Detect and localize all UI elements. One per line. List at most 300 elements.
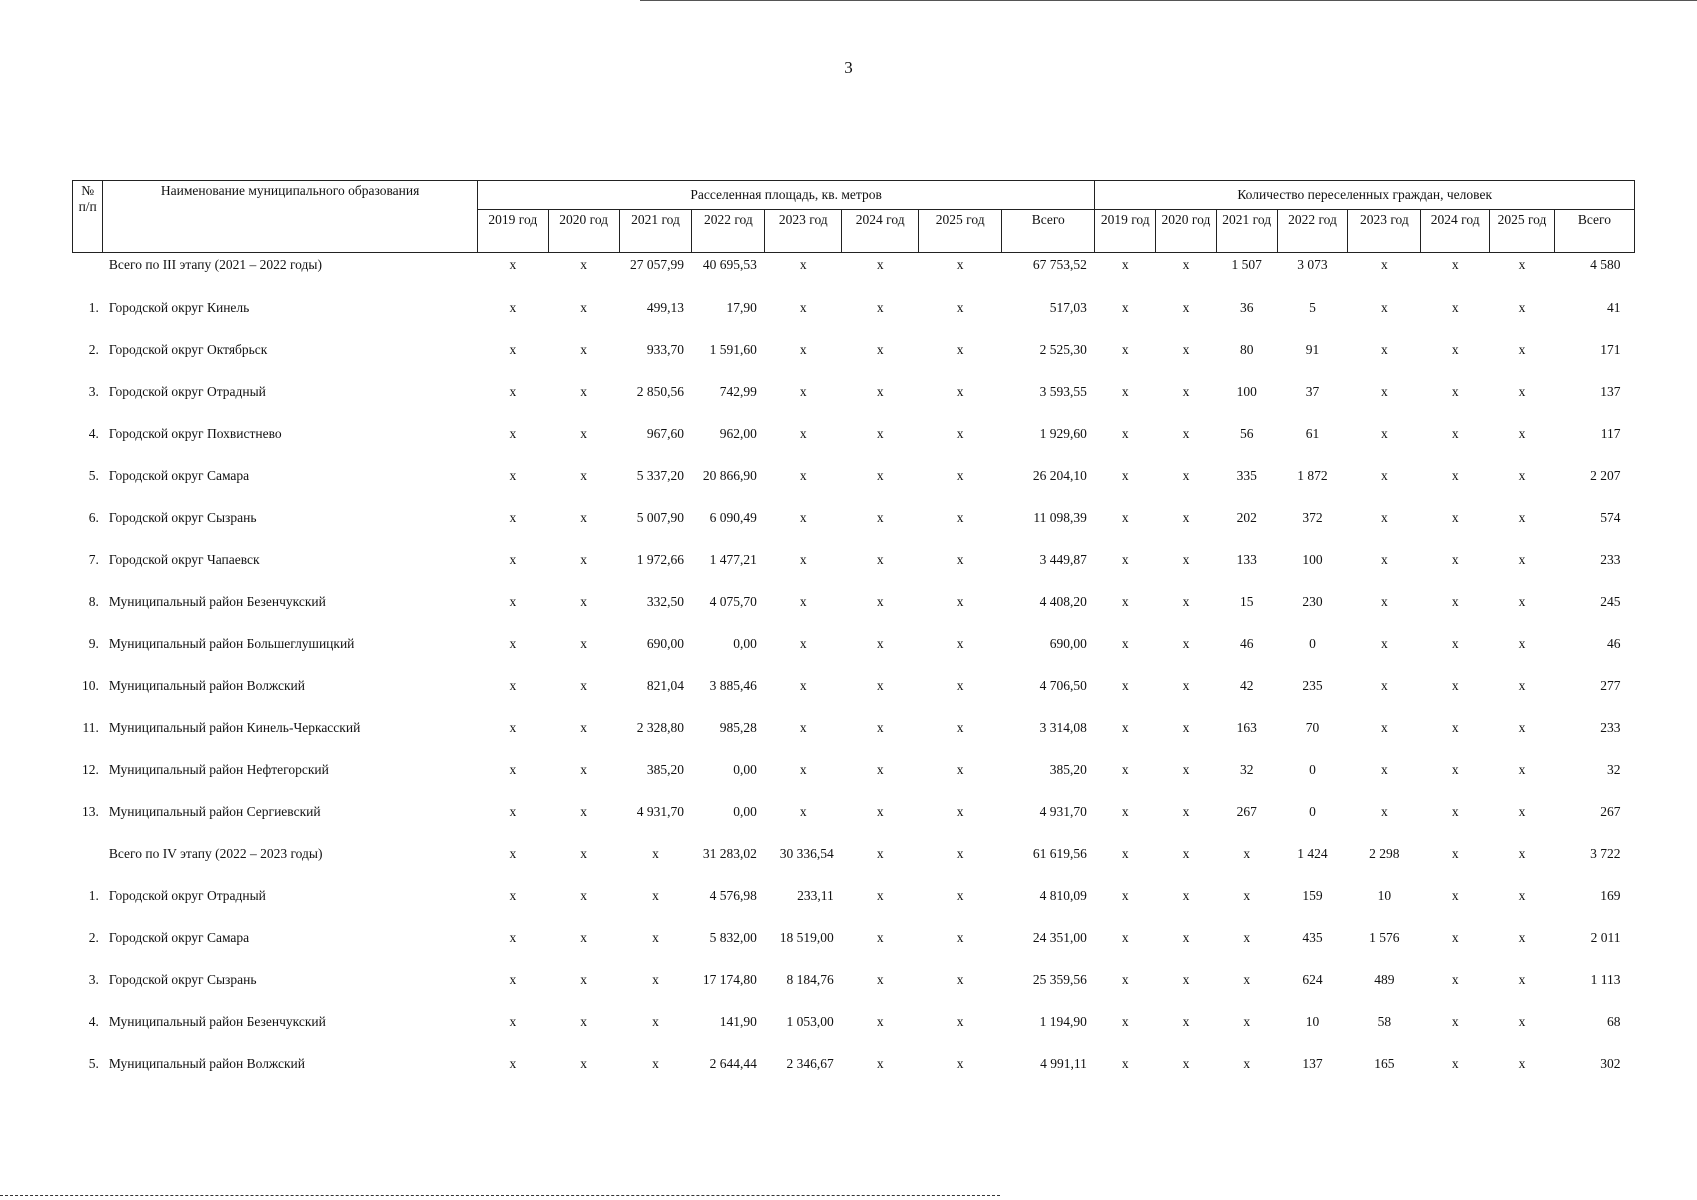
area-cell: x	[652, 846, 659, 861]
header-area-year-2: 2021 год	[619, 210, 692, 253]
municipality-name: Городской округ Октябрьск	[108, 342, 268, 357]
people-cell: 61	[1305, 426, 1320, 441]
people-cell: x	[1451, 300, 1459, 315]
area-cell: x	[876, 468, 884, 483]
header-people-year-4: 2023 год	[1348, 210, 1421, 253]
area-cell: x	[509, 846, 517, 861]
header-people-year-2: 2021 год	[1216, 210, 1277, 253]
header-area-year-5: 2024 год	[842, 210, 919, 253]
row-number: 8.	[88, 594, 99, 609]
area-cell: 690,00	[646, 636, 684, 651]
area-cell: 8 184,76	[786, 972, 834, 987]
people-total-cell: 169	[1600, 888, 1621, 903]
row-number: 9.	[88, 636, 99, 651]
people-total-cell: 46	[1607, 636, 1621, 651]
area-cell: x	[509, 552, 517, 567]
area-cell: 6 090,49	[709, 510, 757, 525]
people-cell: x	[1518, 1014, 1526, 1029]
area-total-cell: 4 931,70	[1039, 804, 1087, 819]
people-total-cell: 4 580	[1590, 257, 1621, 272]
area-cell: x	[956, 972, 964, 987]
area-cell: x	[956, 342, 964, 357]
people-cell: x	[1380, 426, 1388, 441]
municipality-name: Городской округ Кинель	[108, 300, 250, 315]
area-cell: x	[956, 468, 964, 483]
area-cell: x	[876, 426, 884, 441]
people-cell: x	[1518, 384, 1526, 399]
people-cell: 42	[1239, 678, 1254, 693]
people-cell: 32	[1239, 762, 1254, 777]
area-cell: x	[956, 510, 964, 525]
area-cell: 499,13	[646, 300, 684, 315]
people-cell: x	[1518, 257, 1526, 272]
area-cell: 233,11	[797, 888, 834, 903]
area-cell: x	[580, 1014, 588, 1029]
row-number	[73, 833, 103, 875]
header-group-area: Расселенная площадь, кв. метров	[477, 181, 1094, 210]
people-cell: x	[1121, 636, 1129, 651]
area-cell: x	[509, 762, 517, 777]
people-cell: 1 872	[1297, 468, 1328, 483]
area-cell: x	[509, 594, 517, 609]
area-cell: x	[580, 300, 588, 315]
header-group-people: Количество переселенных граждан, человек	[1095, 181, 1635, 210]
municipality-name: Городской округ Чапаевск	[108, 552, 260, 567]
scan-bottom-edge-line	[0, 1195, 1000, 1196]
area-cell: 17,90	[726, 300, 757, 315]
municipality-name: Городской округ Сызрань	[108, 972, 257, 987]
scan-top-edge-line	[640, 0, 1697, 1]
area-cell: x	[956, 594, 964, 609]
row-number: 4.	[88, 1014, 99, 1029]
area-cell: 5 337,20	[636, 468, 684, 483]
people-cell: x	[1380, 594, 1388, 609]
area-total-cell: 3 449,87	[1039, 552, 1087, 567]
people-cell: x	[1380, 636, 1388, 651]
area-cell: 962,00	[719, 426, 757, 441]
people-cell: x	[1121, 468, 1129, 483]
area-cell: 985,28	[719, 720, 757, 735]
area-cell: x	[799, 510, 807, 525]
people-cell: x	[1243, 972, 1251, 987]
area-cell: x	[580, 804, 588, 819]
area-cell: 385,20	[646, 762, 684, 777]
people-cell: x	[1121, 1014, 1129, 1029]
table-row	[73, 707, 1635, 749]
area-total-cell: 24 351,00	[1032, 930, 1087, 945]
people-cell: x	[1518, 720, 1526, 735]
people-cell: x	[1451, 552, 1459, 567]
people-cell: x	[1243, 846, 1251, 861]
area-cell: x	[509, 342, 517, 357]
area-cell: x	[509, 384, 517, 399]
row-number: 10.	[81, 678, 99, 693]
people-cell: x	[1182, 1014, 1190, 1029]
area-cell: x	[876, 930, 884, 945]
people-cell: 624	[1302, 972, 1323, 987]
area-cell: 17 174,80	[702, 972, 757, 987]
people-cell: 100	[1302, 552, 1323, 567]
municipality-name: Муниципальный район Кинель-Черкасский	[108, 720, 361, 735]
area-cell: x	[509, 888, 517, 903]
people-cell: x	[1518, 468, 1526, 483]
area-cell: 4 576,98	[709, 888, 757, 903]
people-cell: x	[1182, 846, 1190, 861]
area-total-cell: 3 314,08	[1039, 720, 1087, 735]
area-cell: 5 007,90	[636, 510, 684, 525]
people-cell: x	[1451, 636, 1459, 651]
area-cell: x	[580, 1056, 588, 1071]
people-total-cell: 117	[1600, 426, 1621, 441]
row-number: 4.	[88, 426, 99, 441]
area-cell: 821,04	[646, 678, 684, 693]
area-total-cell: 690,00	[1049, 636, 1087, 651]
area-cell: 40 695,53	[702, 257, 757, 272]
people-cell: x	[1451, 426, 1459, 441]
header-municipality-name: Наименование муниципального образования	[103, 181, 478, 253]
people-cell: x	[1182, 552, 1190, 567]
people-total-cell: 233	[1600, 720, 1621, 735]
area-cell: x	[580, 468, 588, 483]
people-cell: x	[1451, 1014, 1459, 1029]
area-cell: x	[652, 1014, 659, 1029]
area-cell: x	[876, 804, 884, 819]
area-cell: x	[580, 930, 588, 945]
header-people-year-3: 2022 год	[1277, 210, 1348, 253]
area-cell: x	[799, 468, 807, 483]
people-cell: x	[1451, 468, 1459, 483]
people-total-cell: 267	[1600, 804, 1621, 819]
area-cell: x	[876, 342, 884, 357]
area-cell: x	[876, 1014, 884, 1029]
area-cell: x	[509, 1014, 517, 1029]
table-row	[73, 959, 1635, 1001]
table-row	[73, 791, 1635, 833]
people-cell: x	[1182, 1056, 1190, 1071]
people-cell: 0	[1309, 636, 1316, 651]
area-cell: x	[799, 720, 807, 735]
people-cell: x	[1380, 468, 1388, 483]
area-cell: x	[956, 804, 964, 819]
header-area-year-6: 2025 год	[919, 210, 1002, 253]
municipality-name: Городской округ Отрадный	[108, 888, 266, 903]
area-cell: x	[580, 636, 588, 651]
row-number: 2.	[88, 342, 99, 357]
area-cell: x	[799, 426, 807, 441]
people-cell: x	[1380, 342, 1388, 357]
people-cell: x	[1518, 426, 1526, 441]
people-cell: x	[1518, 678, 1526, 693]
row-number: 3.	[88, 384, 99, 399]
people-cell: x	[1518, 552, 1526, 567]
people-cell: x	[1451, 384, 1459, 399]
people-cell: 91	[1305, 342, 1320, 357]
people-cell: x	[1451, 678, 1459, 693]
area-total-cell: 1 929,60	[1039, 426, 1087, 441]
people-cell: x	[1518, 888, 1526, 903]
people-cell: x	[1121, 342, 1129, 357]
people-total-cell: 171	[1600, 342, 1621, 357]
area-cell: 0,00	[733, 804, 757, 819]
area-cell: x	[876, 888, 884, 903]
people-cell: 36	[1239, 300, 1254, 315]
people-total-cell: 137	[1600, 384, 1621, 399]
header-area-year-1: 2020 год	[548, 210, 619, 253]
people-total-cell: 2 011	[1590, 930, 1621, 945]
area-cell: 933,70	[646, 342, 684, 357]
area-cell: x	[509, 804, 517, 819]
people-total-cell: 3 722	[1590, 846, 1621, 861]
area-cell: x	[956, 552, 964, 567]
people-cell: x	[1451, 342, 1459, 357]
people-cell: 159	[1302, 888, 1323, 903]
people-cell: 70	[1305, 720, 1320, 735]
people-cell: x	[1182, 720, 1190, 735]
table-row	[73, 581, 1635, 623]
people-total-cell: 245	[1600, 594, 1621, 609]
area-cell: x	[509, 257, 517, 272]
people-cell: 372	[1302, 510, 1323, 525]
area-cell: x	[509, 636, 517, 651]
row-number: 11.	[82, 720, 99, 735]
people-cell: x	[1518, 762, 1526, 777]
area-cell: x	[799, 636, 807, 651]
people-cell: 3 073	[1297, 257, 1328, 272]
people-cell: x	[1121, 510, 1129, 525]
resettlement-table	[72, 180, 1635, 1085]
area-cell: x	[799, 300, 807, 315]
area-cell: 967,60	[646, 426, 684, 441]
header-area-total: Всего	[1002, 210, 1095, 253]
area-cell: x	[956, 846, 964, 861]
area-total-cell: 4 991,11	[1040, 1056, 1087, 1071]
header-people-year-6: 2025 год	[1490, 210, 1555, 253]
people-cell: x	[1451, 888, 1459, 903]
people-cell: 335	[1236, 468, 1257, 483]
area-cell: x	[580, 384, 588, 399]
municipality-name: Городской округ Самара	[108, 468, 250, 483]
people-cell: 1 507	[1231, 257, 1262, 272]
people-cell: x	[1121, 384, 1129, 399]
people-cell: 1 424	[1297, 846, 1328, 861]
people-cell: x	[1518, 342, 1526, 357]
area-cell: x	[956, 384, 964, 399]
area-cell: x	[799, 257, 807, 272]
area-cell: 141,90	[719, 1014, 757, 1029]
area-cell: x	[580, 257, 588, 272]
people-cell: 0	[1309, 804, 1316, 819]
table-row	[73, 665, 1635, 707]
area-cell: x	[580, 510, 588, 525]
area-cell: 18 519,00	[779, 930, 834, 945]
area-cell: x	[876, 300, 884, 315]
people-cell: 1 576	[1369, 930, 1400, 945]
people-cell: 100	[1236, 384, 1257, 399]
table-row	[73, 497, 1635, 539]
people-cell: x	[1451, 720, 1459, 735]
people-cell: 165	[1374, 1056, 1395, 1071]
area-cell: x	[509, 972, 517, 987]
area-cell: x	[876, 1056, 884, 1071]
area-cell: x	[876, 846, 884, 861]
people-cell: x	[1121, 804, 1129, 819]
table-row	[73, 833, 1635, 875]
people-cell: 56	[1239, 426, 1254, 441]
area-cell: x	[799, 804, 807, 819]
area-cell: x	[876, 972, 884, 987]
people-cell: x	[1380, 804, 1388, 819]
area-total-cell: 4 706,50	[1039, 678, 1087, 693]
table-row	[73, 623, 1635, 665]
municipality-name: Муниципальный район Большеглушицкий	[108, 636, 355, 651]
row-number: 7.	[88, 552, 99, 567]
people-cell: x	[1380, 762, 1388, 777]
people-cell: x	[1451, 804, 1459, 819]
people-cell: x	[1451, 1056, 1459, 1071]
people-cell: 46	[1239, 636, 1254, 651]
page-number: 3	[844, 58, 853, 77]
row-number: 5.	[88, 1056, 99, 1071]
area-cell: x	[652, 972, 659, 987]
municipality-name: Муниципальный район Сергиевский	[108, 804, 321, 819]
people-cell: x	[1121, 846, 1129, 861]
people-cell: x	[1182, 636, 1190, 651]
area-cell: 1 477,21	[709, 552, 757, 567]
municipality-name: Городской округ Отрадный	[108, 384, 266, 399]
people-cell: x	[1451, 257, 1459, 272]
people-cell: x	[1518, 636, 1526, 651]
people-cell: x	[1182, 762, 1190, 777]
people-cell: x	[1121, 930, 1129, 945]
people-cell: x	[1182, 804, 1190, 819]
area-cell: 332,50	[646, 594, 684, 609]
municipality-name: Муниципальный район Волжский	[108, 1056, 306, 1071]
row-number: 12.	[81, 762, 99, 777]
people-cell: x	[1518, 972, 1526, 987]
people-cell: 267	[1236, 804, 1257, 819]
people-cell: x	[1243, 1014, 1251, 1029]
area-cell: x	[652, 930, 659, 945]
table-row	[73, 413, 1635, 455]
area-cell: 742,99	[719, 384, 757, 399]
area-cell: x	[509, 510, 517, 525]
area-cell: x	[956, 1014, 964, 1029]
people-cell: x	[1182, 426, 1190, 441]
people-cell: x	[1182, 468, 1190, 483]
area-cell: x	[876, 720, 884, 735]
area-cell: 0,00	[733, 762, 757, 777]
row-number: 6.	[88, 510, 99, 525]
area-cell: x	[876, 678, 884, 693]
area-cell: 0,00	[733, 636, 757, 651]
area-cell: 1 591,60	[709, 342, 757, 357]
people-cell: 5	[1309, 300, 1316, 315]
area-cell: x	[799, 594, 807, 609]
people-cell: x	[1451, 510, 1459, 525]
people-cell: x	[1182, 510, 1190, 525]
area-cell: 1 053,00	[786, 1014, 834, 1029]
table-row	[73, 253, 1635, 288]
people-cell: x	[1182, 257, 1190, 272]
people-cell: x	[1518, 804, 1526, 819]
header-people-year-1: 2020 год	[1156, 210, 1217, 253]
people-cell: x	[1380, 678, 1388, 693]
area-cell: x	[956, 678, 964, 693]
area-total-cell: 3 593,55	[1039, 384, 1087, 399]
area-total-cell: 517,03	[1049, 300, 1087, 315]
people-cell: x	[1121, 552, 1129, 567]
area-cell: x	[799, 762, 807, 777]
people-cell: x	[1451, 762, 1459, 777]
people-cell: x	[1451, 930, 1459, 945]
table-row	[73, 371, 1635, 413]
municipality-name: Муниципальный район Нефтегорский	[108, 762, 329, 777]
area-total-cell: 4 408,20	[1039, 594, 1087, 609]
people-cell: x	[1518, 1056, 1526, 1071]
people-cell: 235	[1302, 678, 1323, 693]
area-cell: x	[956, 888, 964, 903]
area-cell: x	[509, 300, 517, 315]
people-cell: x	[1451, 972, 1459, 987]
people-total-cell: 41	[1607, 300, 1621, 315]
people-cell: x	[1121, 257, 1129, 272]
people-cell: x	[1182, 300, 1190, 315]
area-total-cell: 4 810,09	[1039, 888, 1087, 903]
people-cell: 80	[1239, 342, 1254, 357]
people-cell: x	[1451, 846, 1459, 861]
people-cell: x	[1121, 678, 1129, 693]
area-cell: x	[876, 594, 884, 609]
people-total-cell: 32	[1607, 762, 1621, 777]
people-total-cell: 574	[1600, 510, 1621, 525]
area-total-cell: 25 359,56	[1032, 972, 1087, 987]
people-cell: 489	[1374, 972, 1395, 987]
header-area-year-3: 2022 год	[692, 210, 765, 253]
area-total-cell: 2 525,30	[1039, 342, 1087, 357]
area-cell: 5 832,00	[709, 930, 757, 945]
table-row	[73, 1043, 1635, 1085]
table-body	[73, 253, 1635, 1086]
area-cell: x	[876, 636, 884, 651]
people-cell: 15	[1239, 594, 1254, 609]
row-number: 2.	[88, 930, 99, 945]
area-cell: x	[580, 426, 588, 441]
area-cell: x	[509, 468, 517, 483]
area-cell: x	[509, 720, 517, 735]
area-cell: x	[652, 1056, 659, 1071]
area-cell: 27 057,99	[629, 257, 684, 272]
area-cell: x	[509, 678, 517, 693]
people-total-cell: 277	[1600, 678, 1621, 693]
people-cell: x	[1121, 972, 1129, 987]
table-row	[73, 329, 1635, 371]
area-cell: x	[799, 384, 807, 399]
row-number	[73, 253, 103, 288]
area-cell: x	[956, 1056, 964, 1071]
people-cell: x	[1518, 510, 1526, 525]
area-cell: x	[956, 762, 964, 777]
table-row	[73, 875, 1635, 917]
people-cell: x	[1121, 720, 1129, 735]
people-cell: x	[1380, 510, 1388, 525]
area-cell: x	[509, 426, 517, 441]
people-total-cell: 302	[1600, 1056, 1621, 1071]
area-cell: x	[956, 930, 964, 945]
people-cell: x	[1182, 594, 1190, 609]
people-cell: x	[1121, 594, 1129, 609]
people-cell: 0	[1309, 762, 1316, 777]
area-cell: x	[876, 257, 884, 272]
